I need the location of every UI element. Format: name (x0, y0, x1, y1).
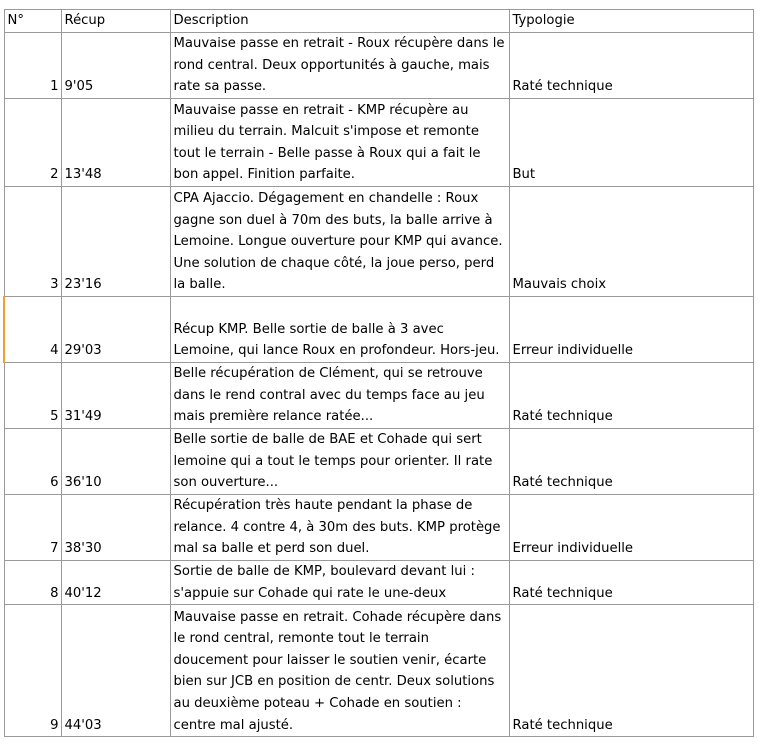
cell-time[interactable]: 38'30 (61, 495, 170, 561)
cell-typologie[interactable]: Erreur individuelle (509, 297, 753, 363)
cell-time[interactable]: 44'03 (61, 605, 170, 737)
table-row (4, 363, 753, 429)
table-row (4, 429, 753, 495)
cell-typologie[interactable]: Raté technique (509, 363, 753, 429)
cell-num[interactable]: 7 (4, 495, 61, 561)
header-recup[interactable]: Récup (61, 10, 170, 33)
table-row (4, 561, 753, 605)
cell-time[interactable]: 13'48 (61, 99, 170, 187)
cell-description[interactable]: Récupération très haute pendant la phase de relance. 4 contre 4, à 30m des buts. KMP protège mal sa balle et perd son duel. (170, 495, 509, 561)
cell-time[interactable]: 36'10 (61, 429, 170, 495)
header-typologie[interactable]: Typologie (509, 10, 753, 33)
cell-description[interactable]: Belle récupération de Clément, qui se retrouve dans le rend contral avec du temps face au jeu mais première relance ratée... (170, 363, 509, 429)
cell-time[interactable]: 29'03 (61, 297, 170, 363)
cell-description[interactable]: Mauvaise passe en retrait. Cohade récupère dans le rond central, remonte tout le terrain doucement pour laisser le soutien venir, écarte bien sur JCB en position de centr. Deux solutions au deuxième poteau + Cohade en soutien : centre mal ajusté. (170, 605, 509, 737)
cell-num[interactable]: 4 (4, 297, 61, 363)
cell-num[interactable]: 2 (4, 99, 61, 187)
cell-typologie[interactable]: Raté technique (509, 561, 753, 605)
header-row (4, 10, 753, 33)
cell-description[interactable]: Récup KMP. Belle sortie de balle à 3 avec Lemoine, qui lance Roux en profondeur. Hors-jeu. (170, 297, 509, 363)
cell-num[interactable]: 3 (4, 187, 61, 297)
cell-typologie[interactable]: Raté technique (509, 33, 753, 99)
cell-description[interactable]: CPA Ajaccio. Dégagement en chandelle : Roux gagne son duel à 70m des buts, la balle arrive à Lemoine. Longue ouverture pour KMP qui avance. Une solution de chaque côté, la joue perso, perd la balle. (170, 187, 509, 297)
cell-num[interactable]: 8 (4, 561, 61, 605)
table-row (4, 297, 753, 363)
cell-num[interactable]: 1 (4, 33, 61, 99)
recoveries-table (3, 9, 754, 737)
cell-num[interactable]: 5 (4, 363, 61, 429)
cell-typologie[interactable]: Raté technique (509, 429, 753, 495)
table-row (4, 99, 753, 187)
cell-description[interactable]: Mauvaise passe en retrait - Roux récupère dans le rond central. Deux opportunités à gauche, mais rate sa passe. (170, 33, 509, 99)
header-description[interactable]: Description (170, 10, 509, 33)
cell-num[interactable]: 6 (4, 429, 61, 495)
cell-time[interactable]: 31'49 (61, 363, 170, 429)
cell-description[interactable]: Belle sortie de balle de BAE et Cohade qui sert lemoine qui a tout le temps pour orienter. Il rate son ouverture... (170, 429, 509, 495)
cell-time[interactable]: 23'16 (61, 187, 170, 297)
table-row (4, 495, 753, 561)
header-num[interactable]: N° (4, 10, 61, 33)
cell-num[interactable]: 9 (4, 605, 61, 737)
cell-typologie[interactable]: Raté technique (509, 605, 753, 737)
cell-typologie[interactable]: Erreur individuelle (509, 495, 753, 561)
cell-time[interactable]: 40'12 (61, 561, 170, 605)
cell-description[interactable]: Mauvaise passe en retrait - KMP récupère au milieu du terrain. Malcuit s'impose et remonte tout le terrain - Belle passe à Roux qui a fait le bon appel. Finition parfaite. (170, 99, 509, 187)
table-row (4, 33, 753, 99)
cell-description[interactable]: Sortie de balle de KMP, boulevard devant lui : s'appuie sur Cohade qui rate le une-deux (170, 561, 509, 605)
cell-typologie[interactable]: But (509, 99, 753, 187)
table-row (4, 605, 753, 737)
cell-time[interactable]: 9'05 (61, 33, 170, 99)
cell-typologie[interactable]: Mauvais choix (509, 187, 753, 297)
table-row (4, 187, 753, 297)
